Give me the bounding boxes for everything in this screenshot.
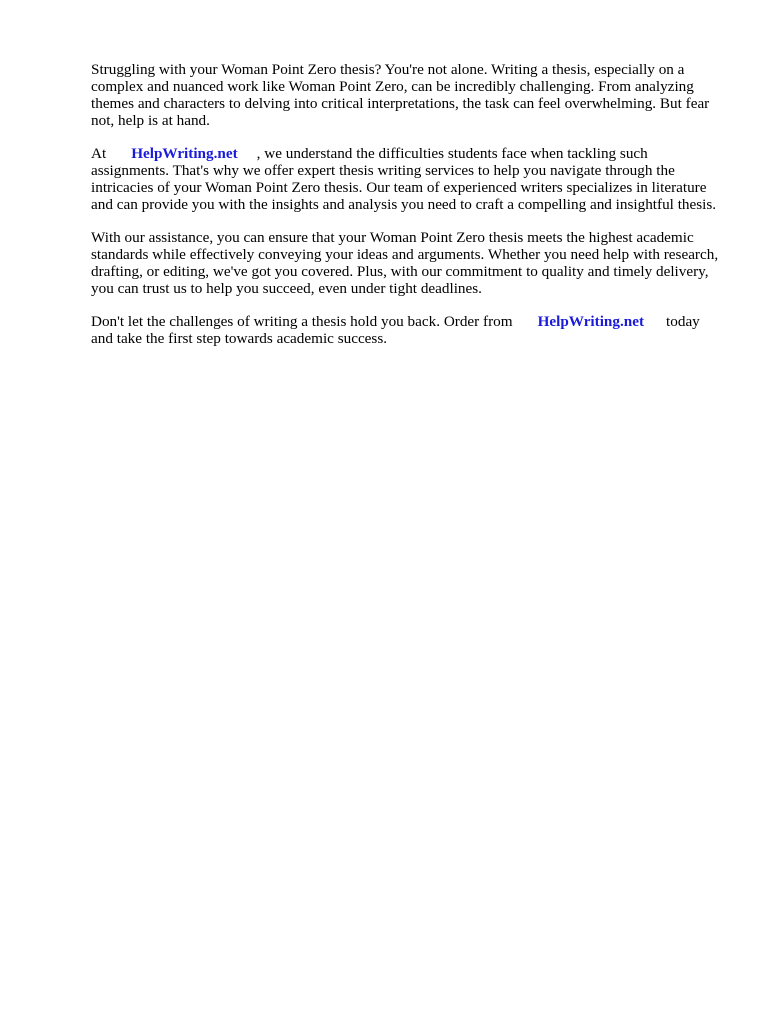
paragraph-order-rest: today and take the first step towards academic success. bbox=[91, 313, 700, 347]
paragraph-service bbox=[91, 145, 723, 213]
document-body bbox=[91, 61, 723, 363]
paragraph-order bbox=[91, 313, 723, 347]
paragraph-intro: Struggling with your Woman Point Zero thesis? You're not alone. Writing a thesis, especially on a complex and nuanced work like Woman Point Zero, can be incredibly challenging. From analyzing themes and characters to delving into critical interpretations, the task can feel overwhelming. But fear not, help is at hand. bbox=[91, 61, 710, 129]
helpwriting-link-1[interactable]: HelpWriting.net bbox=[131, 145, 238, 162]
paragraph-service-rest: , we understand the difficulties students face when tackling such assignments. That's why we offer expert thesis writing services to help you navigate through the intricacies of your Woman Point Zero thesis. Our team of experienced writers specializes in literature and can provide you with the insights and analysis you need to craft a compelling and insightful thesis. bbox=[91, 145, 717, 213]
paragraph-assistance: With our assistance, you can ensure that your Woman Point Zero thesis meets the highest academic standards while effectively conveying your ideas and arguments. Whether you need help with research, drafting, or editing, we've got you covered. Plus, with our commitment to quality and timely delivery, you can trust us to help you succeed, even under tight deadlines. bbox=[91, 229, 719, 297]
paragraph-order-lead: Don't let the challenges of writing a thesis hold you back. Order from bbox=[91, 313, 513, 330]
paragraph-service-lead: At bbox=[91, 145, 107, 162]
helpwriting-link-2[interactable]: HelpWriting.net bbox=[537, 313, 645, 330]
